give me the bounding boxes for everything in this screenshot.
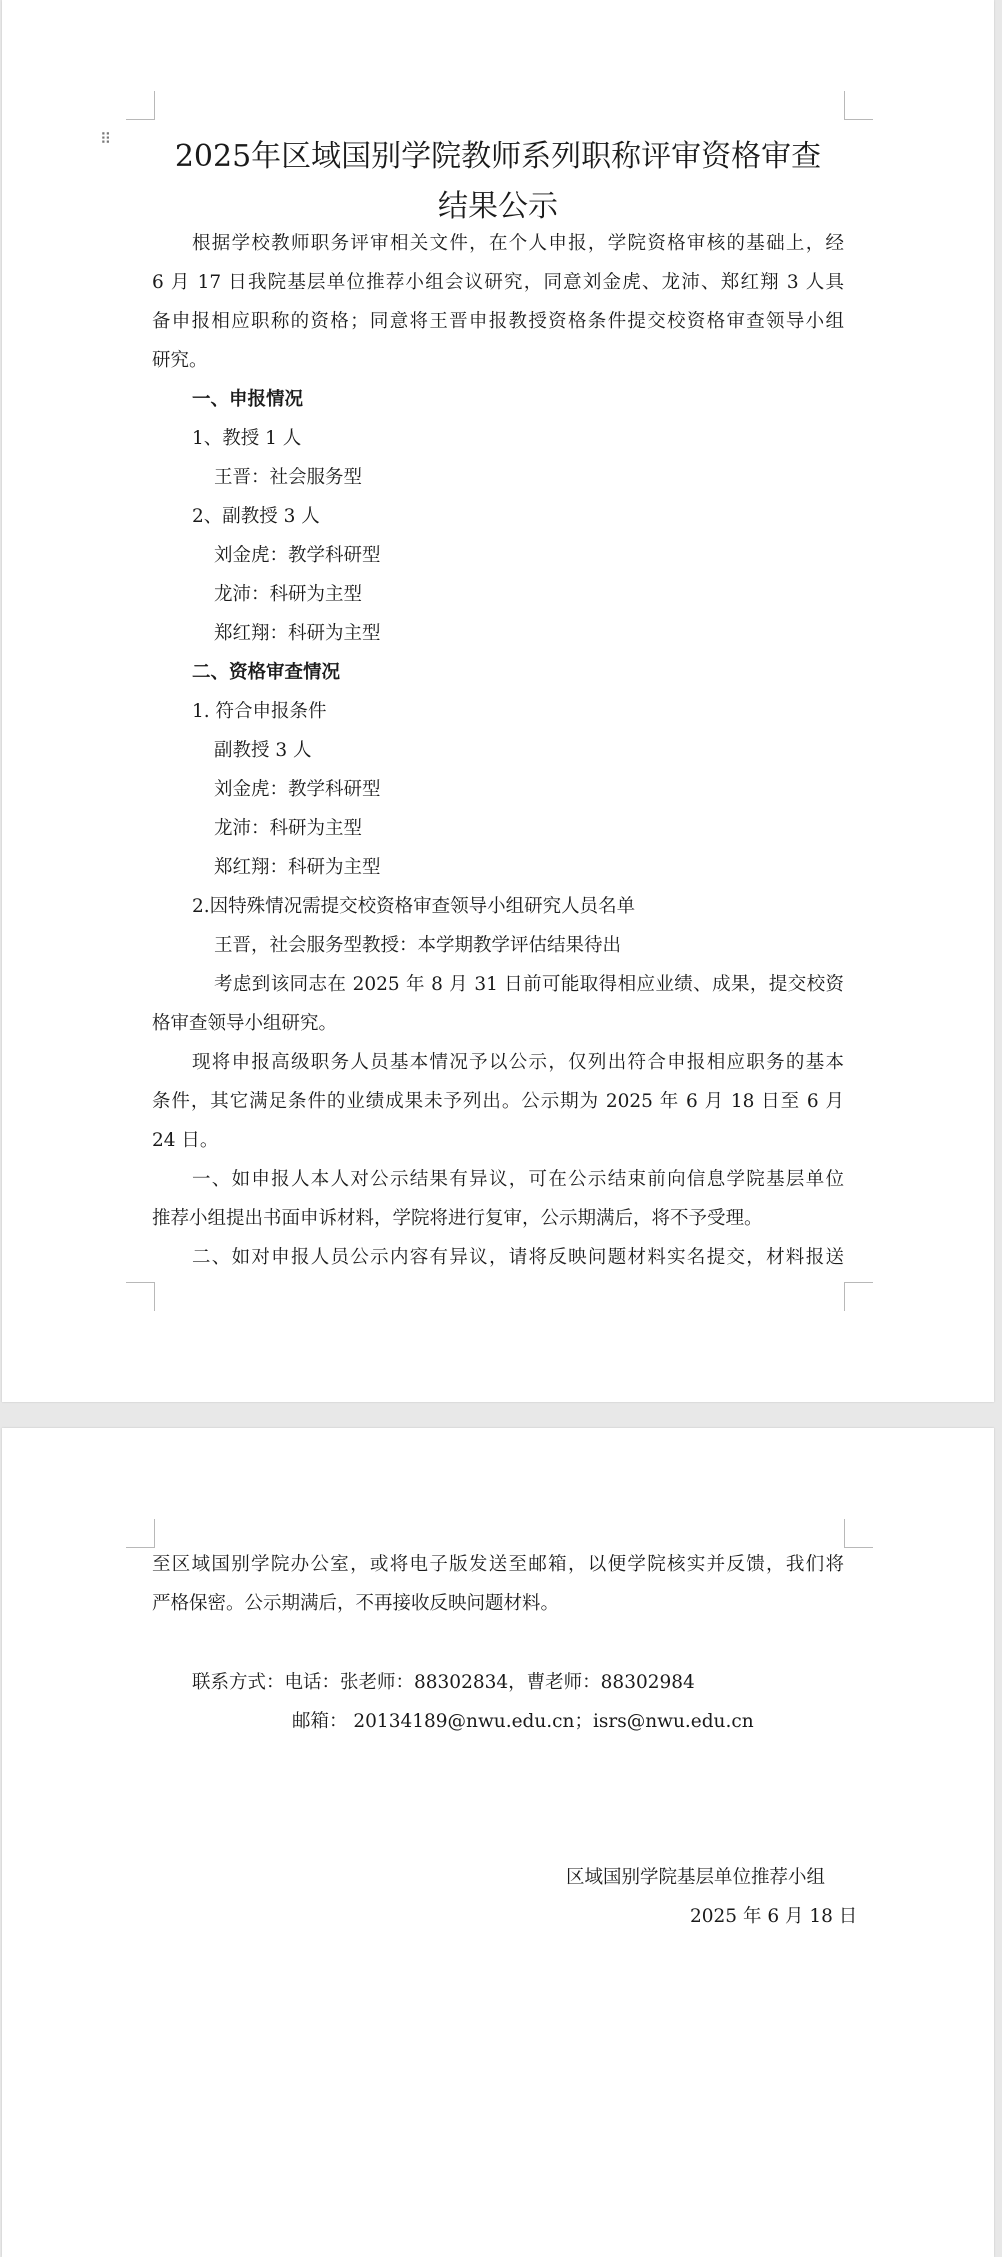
intro-line: 备申报相应职称的资格；同意将王晋申报教授资格条件提交校资格审查领导小组 <box>152 311 844 332</box>
margin-mark-top-right <box>844 91 873 120</box>
subheading: 2、副教授 3 人 <box>192 506 320 527</box>
document-page-1 <box>2 0 994 1402</box>
section-heading: 二、资格审查情况 <box>192 662 341 683</box>
body-line: 考虑到该同志在 2025 年 8 月 31 日前可能取得相应业绩、成果，提交校资 <box>214 974 844 995</box>
document-page-2 <box>2 1428 994 2257</box>
list-item: 龙沛：科研为主型 <box>214 584 363 605</box>
intro-line: 研究。 <box>152 350 208 371</box>
body-line: 二、如对申报人员公示内容有异议，请将反映问题材料实名提交，材料报送 <box>192 1247 844 1268</box>
margin-mark-top-left <box>126 91 155 120</box>
body-line: 现将申报高级职务人员基本情况予以公示，仅列出符合申报相应职务的基本 <box>192 1052 844 1073</box>
intro-line: 根据学校教师职务评审相关文件，在个人申报，学院资格审核的基础上，经 <box>192 233 844 254</box>
list-item: 刘金虎：教学科研型 <box>214 779 381 800</box>
body-line: 24 日。 <box>152 1130 219 1151</box>
title-line-1: 2025年区域国别学院教师系列职称评审资格审查 <box>174 139 822 174</box>
section-heading: 一、申报情况 <box>192 389 304 410</box>
list-item: 龙沛：科研为主型 <box>214 818 363 839</box>
subheading: 1、教授 1 人 <box>192 428 302 449</box>
body-line: 推荐小组提出书面申诉材料，学院将进行复审，公示期满后，将不予受理。 <box>152 1208 763 1229</box>
body-line: 条件，其它满足条件的业绩成果未予列出。公示期为 2025 年 6 月 18 日至 6 月 <box>152 1091 844 1112</box>
subheading: 2.因特殊情况需提交校资格审查领导小组研究人员名单 <box>192 896 636 917</box>
body-line: 至区域国别学院办公室，或将电子版发送至邮箱，以便学院核实并反馈，我们将 <box>152 1554 844 1575</box>
list-item: 郑红翔：科研为主型 <box>214 857 381 878</box>
drag-handle-icon[interactable]: ⠿ <box>100 130 112 148</box>
margin-mark-bottom-left <box>126 1282 155 1311</box>
margin-mark-top-right <box>844 1519 873 1548</box>
list-item: 王晋：社会服务型 <box>214 467 363 488</box>
body-line: 一、如申报人本人对公示结果有异议，可在公示结束前向信息学院基层单位 <box>192 1169 844 1190</box>
margin-mark-top-left <box>126 1519 155 1548</box>
margin-mark-bottom-right <box>844 1282 873 1311</box>
signature-org: 区域国别学院基层单位推荐小组 <box>566 1867 826 1888</box>
body-line: 格审查领导小组研究。 <box>152 1013 338 1034</box>
list-item: 王晋，社会服务型教授：本学期教学评估结果待出 <box>214 935 622 956</box>
contact-phone: 联系方式：电话：张老师：88302834，曹老师：88302984 <box>192 1672 695 1693</box>
signature-date: 2025 年 6 月 18 日 <box>690 1906 858 1927</box>
body-line: 严格保密。公示期满后，不再接收反映问题材料。 <box>152 1593 560 1614</box>
list-item: 郑红翔：科研为主型 <box>214 623 381 644</box>
title-line-2: 结果公示 <box>438 189 558 224</box>
list-item: 副教授 3 人 <box>214 740 312 761</box>
intro-line: 6 月 17 日我院基层单位推荐小组会议研究，同意刘金虎、龙沛、郑红翔 3 人具 <box>152 272 844 293</box>
contact-email: 邮箱： 20134189@nwu.edu.cn；isrs@nwu.edu.cn <box>292 1711 754 1732</box>
subheading: 1. 符合申报条件 <box>192 701 327 722</box>
list-item: 刘金虎：教学科研型 <box>214 545 381 566</box>
